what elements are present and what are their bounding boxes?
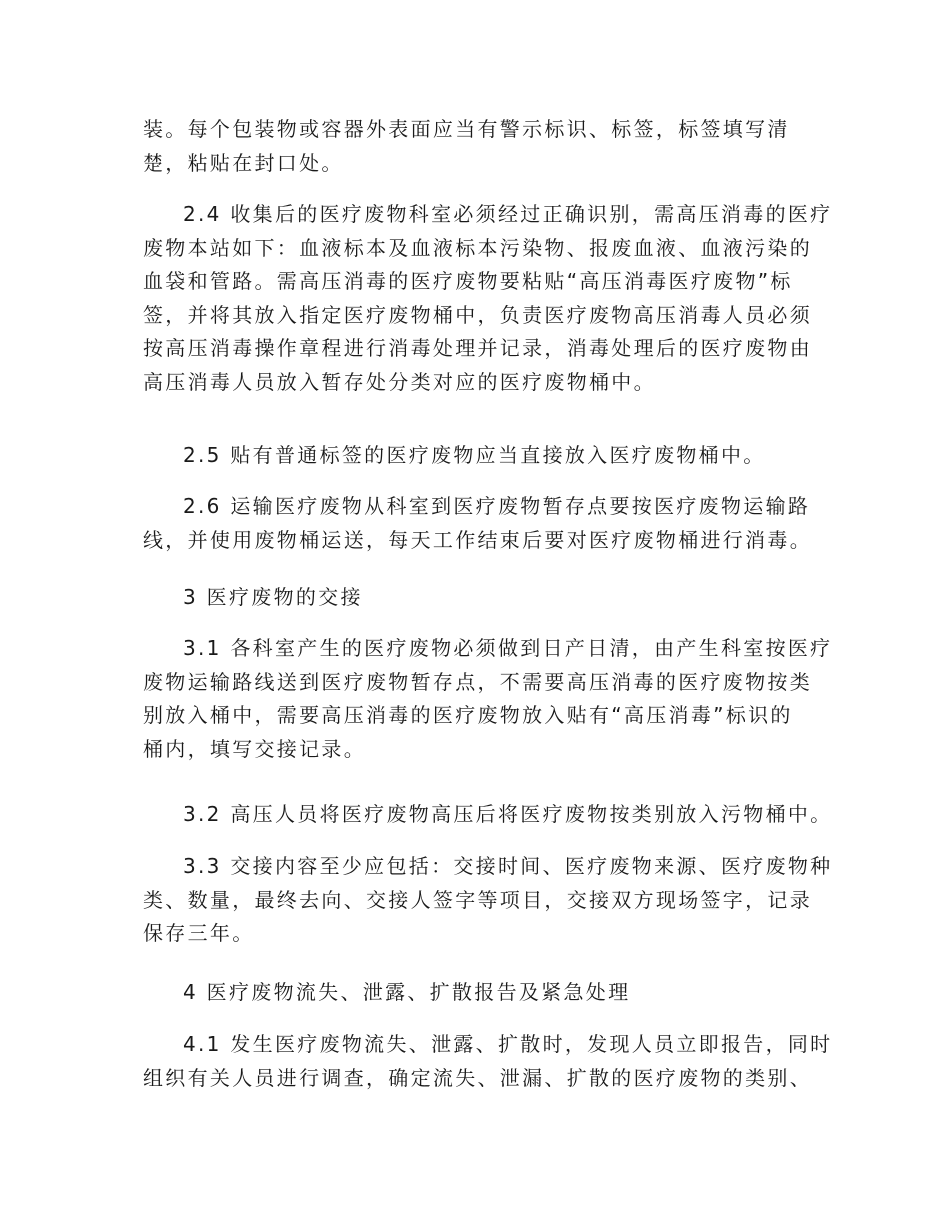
- text-line: 别放入桶中，需要高压消毒的医疗废物放入贴有“高压消毒”标识的: [143, 703, 793, 727]
- text-line: 3.3 交接内容至少应包括：交接时间、医疗废物来源、医疗废物种: [183, 854, 833, 878]
- text-line: 按高压消毒操作章程进行消毒处理并记录，消毒处理后的医疗废物由: [143, 336, 812, 360]
- text-line: 桶内，填写交接记录。: [143, 736, 366, 761]
- paragraph-3-2: [143, 798, 833, 832]
- text-line: 血袋和管路。需高压消毒的医疗废物要粘贴“高压消毒医疗废物”标: [143, 269, 793, 293]
- paragraph-4-1: [143, 1028, 833, 1095]
- section-heading: 3 医疗废物的交接: [183, 585, 363, 609]
- text-line: 废物运输路线送到医疗废物暂存点，不需要高压消毒的医疗废物按类: [143, 669, 812, 694]
- heading-section-4: [143, 976, 811, 1010]
- text-line: 2.5 贴有普通标签的医疗废物应当直接放入医疗废物桶中。: [183, 443, 766, 467]
- text-line: 2.4 收集后的医疗废物科室必须经过正确识别，需高压消毒的医疗: [183, 202, 833, 226]
- section-heading: 4 医疗废物流失、泄露、扩散报告及紧急处理: [183, 980, 631, 1004]
- paragraph-2-5: [143, 439, 811, 473]
- paragraph-3-1: [143, 632, 833, 766]
- text-line: 高压消毒人员放入暂存处分类对应的医疗废物桶中。: [143, 369, 656, 394]
- paragraph-intro: [143, 113, 811, 180]
- paragraph-3-3: [143, 850, 833, 951]
- text-line: 3.2 高压人员将医疗废物高压后将医疗废物按类别放入污物桶中。: [183, 802, 833, 826]
- text-line: 保存三年。: [143, 921, 255, 945]
- text-line: 废物本站如下：血液标本及血液标本污染物、报废血液、血液污染的: [143, 235, 812, 260]
- text-line: 类、数量，最终去向、交接人签字等项目，交接双方现场签字，记录: [143, 887, 812, 912]
- text-line: 装。每个包装物或容器外表面应当有警示标识、标签，标签填写清: [143, 117, 790, 141]
- heading-section-3: [143, 581, 811, 615]
- text-line: 线，并使用废物桶运送，每天工作结束后要对医疗废物桶进行消毒。: [143, 527, 812, 552]
- paragraph-2-4: [143, 198, 833, 399]
- paragraph-2-6: [143, 490, 811, 557]
- text-line: 签，并将其放入指定医疗废物桶中，负责医疗废物高压消毒人员必须: [143, 302, 812, 327]
- text-line: 组织有关人员进行调查，确定流失、泄漏、扩散的医疗废物的类别、: [143, 1065, 812, 1090]
- text-line: 4.1 发生医疗废物流失、泄露、扩散时，发现人员立即报告，同时: [183, 1032, 833, 1056]
- text-line: 2.6 运输医疗废物从科室到医疗废物暂存点要按医疗废物运输路: [183, 494, 811, 518]
- text-line: 楚，粘贴在封口处。: [143, 150, 344, 175]
- text-line: 3.1 各科室产生的医疗废物必须做到日产日清，由产生科室按医疗: [183, 636, 833, 660]
